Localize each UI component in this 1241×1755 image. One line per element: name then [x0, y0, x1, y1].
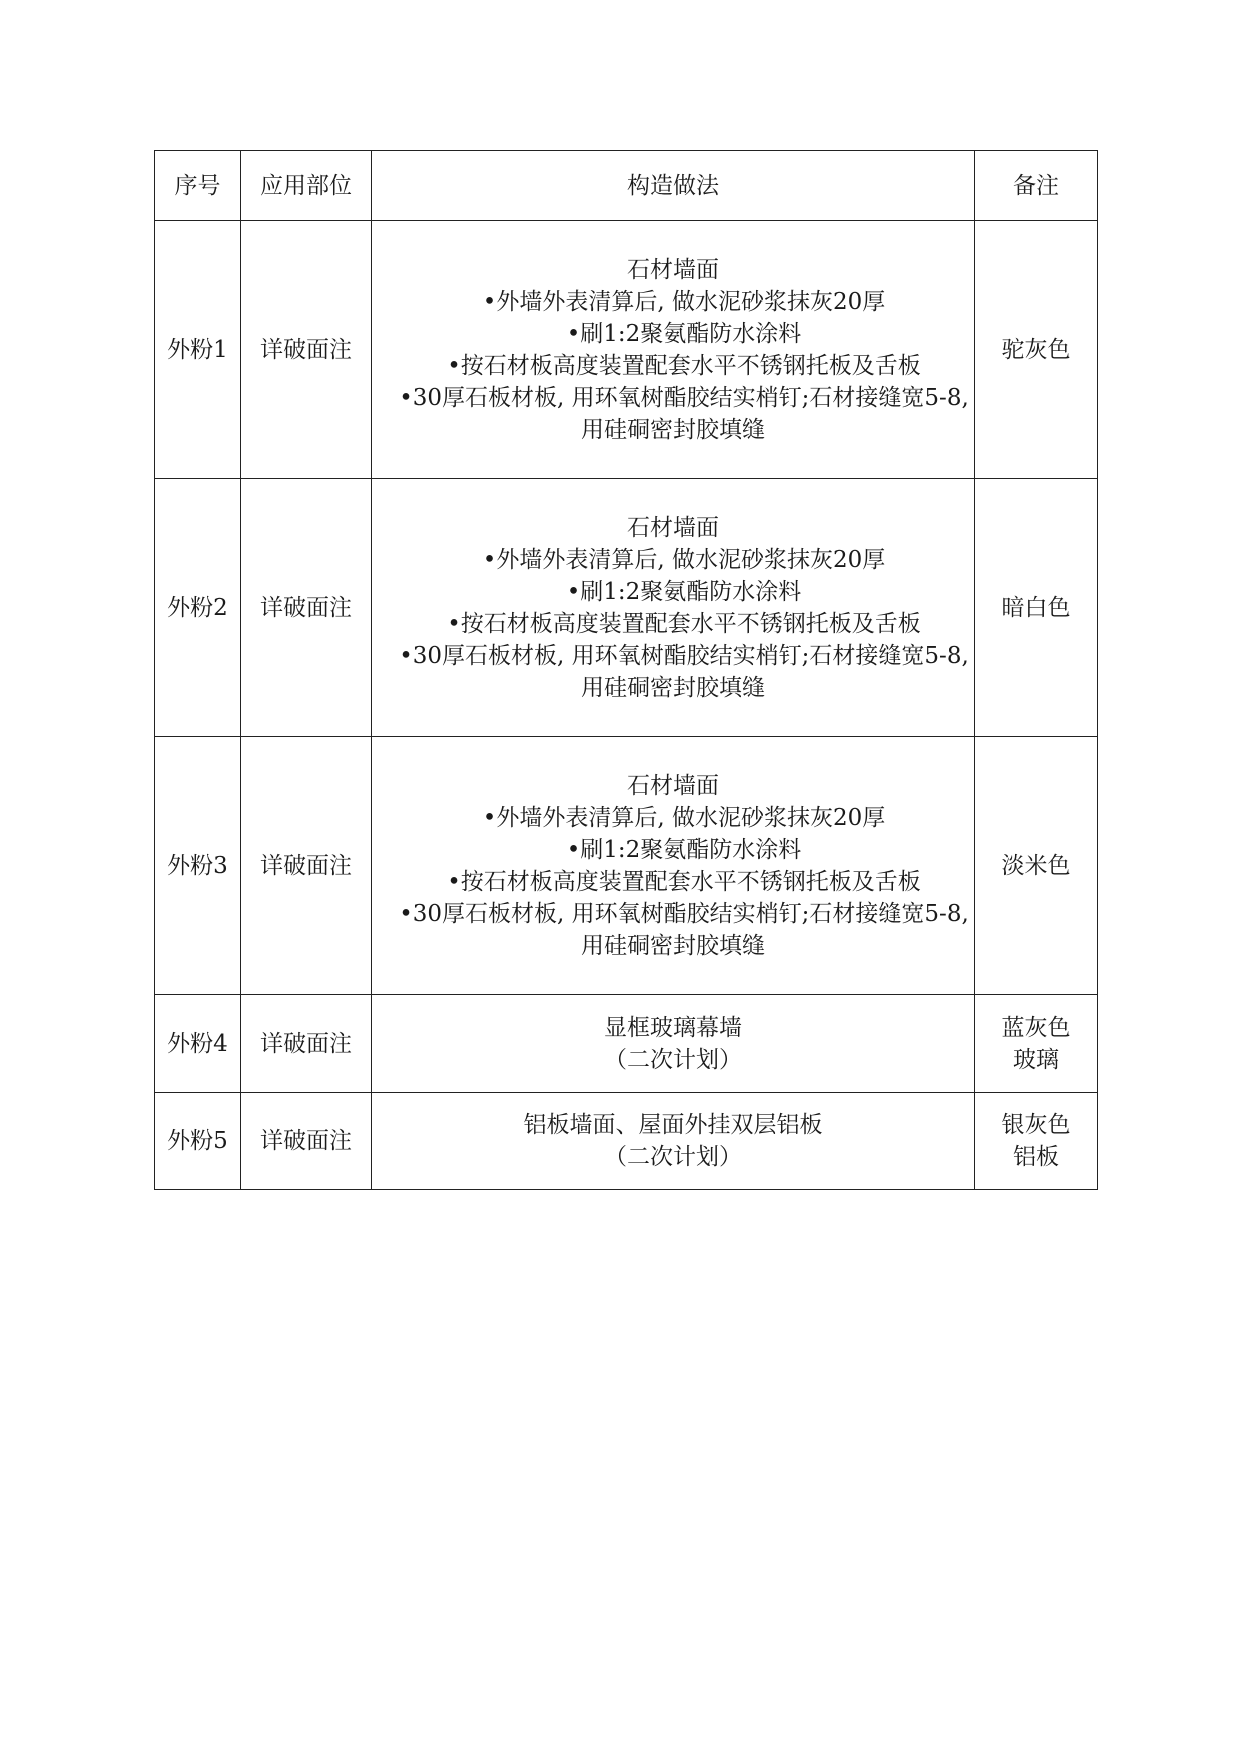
row-id: 外粉5 [155, 1093, 241, 1190]
table-row [155, 737, 1098, 995]
table-row [155, 995, 1098, 1093]
row-note [975, 1093, 1098, 1190]
row-method [372, 995, 975, 1093]
method-item: •外墙外表清算后, 做水泥砂浆抹灰20厚 [482, 804, 886, 831]
row-note: 驼灰色 [975, 221, 1098, 479]
header-index: 序号 [155, 151, 241, 221]
note-line: 蓝灰色 [1001, 1014, 1071, 1041]
row-id: 外粉2 [155, 479, 241, 737]
method-item: •外墙外表清算后, 做水泥砂浆抹灰20厚 [482, 546, 886, 573]
table-row [155, 1093, 1098, 1190]
row-location: 详破面注 [241, 479, 372, 737]
row-note: 暗白色 [975, 479, 1098, 737]
row-id: 外粉3 [155, 737, 241, 995]
row-method [372, 479, 975, 737]
method-sub: （二次计划） [604, 1046, 742, 1073]
method-title: 石材墙面 [627, 772, 719, 799]
row-location: 详破面注 [241, 995, 372, 1093]
method-item: •30厚石板材板, 用环氧树酯胶结实梢钉;石材接缝宽5-8, 用硅硐密封胶填缝 [399, 384, 969, 443]
row-method [372, 221, 975, 479]
method-item: •按石材板高度装置配套水平不锈钢托板及舌板 [447, 610, 921, 637]
row-method [372, 737, 975, 995]
method-item: •刷1:2聚氨酯防水涂料 [566, 836, 802, 863]
header-method: 构造做法 [372, 151, 975, 221]
method-sub: （二次计划） [604, 1144, 742, 1170]
row-location: 详破面注 [241, 737, 372, 995]
header-note: 备注 [975, 151, 1098, 221]
table-header-row [155, 151, 1098, 221]
method-item: •30厚石板材板, 用环氧树酯胶结实梢钉;石材接缝宽5-8, 用硅硐密封胶填缝 [399, 642, 969, 701]
row-location: 详破面注 [241, 1093, 372, 1190]
row-location: 详破面注 [241, 221, 372, 479]
method-item: •刷1:2聚氨酯防水涂料 [566, 320, 802, 347]
facade-finish-table [154, 150, 1098, 1190]
table-row [155, 479, 1098, 737]
method-item: •30厚石板材板, 用环氧树酯胶结实梢钉;石材接缝宽5-8, 用硅硐密封胶填缝 [399, 900, 969, 959]
method-item: •按石材板高度装置配套水平不锈钢托板及舌板 [447, 868, 921, 895]
method-item: •按石材板高度装置配套水平不锈钢托板及舌板 [447, 352, 921, 379]
row-id: 外粉4 [155, 995, 241, 1093]
method-main: 铝板墙面、屋面外挂双层铝板 [523, 1112, 823, 1138]
note-line: 铝板 [1013, 1144, 1059, 1170]
header-location: 应用部位 [241, 151, 372, 221]
row-note [975, 995, 1098, 1093]
method-item: •外墙外表清算后, 做水泥砂浆抹灰20厚 [482, 288, 886, 315]
note-line: 银灰色 [1001, 1112, 1071, 1138]
method-item: •刷1:2聚氨酯防水涂料 [566, 578, 802, 605]
method-title: 石材墙面 [627, 256, 719, 283]
method-main: 显框玻璃幕墙 [604, 1014, 742, 1041]
method-title: 石材墙面 [627, 514, 719, 541]
row-id: 外粉1 [155, 221, 241, 479]
row-note: 淡米色 [975, 737, 1098, 995]
row-method [372, 1093, 975, 1190]
table-row [155, 221, 1098, 479]
note-line: 玻璃 [1013, 1046, 1059, 1073]
